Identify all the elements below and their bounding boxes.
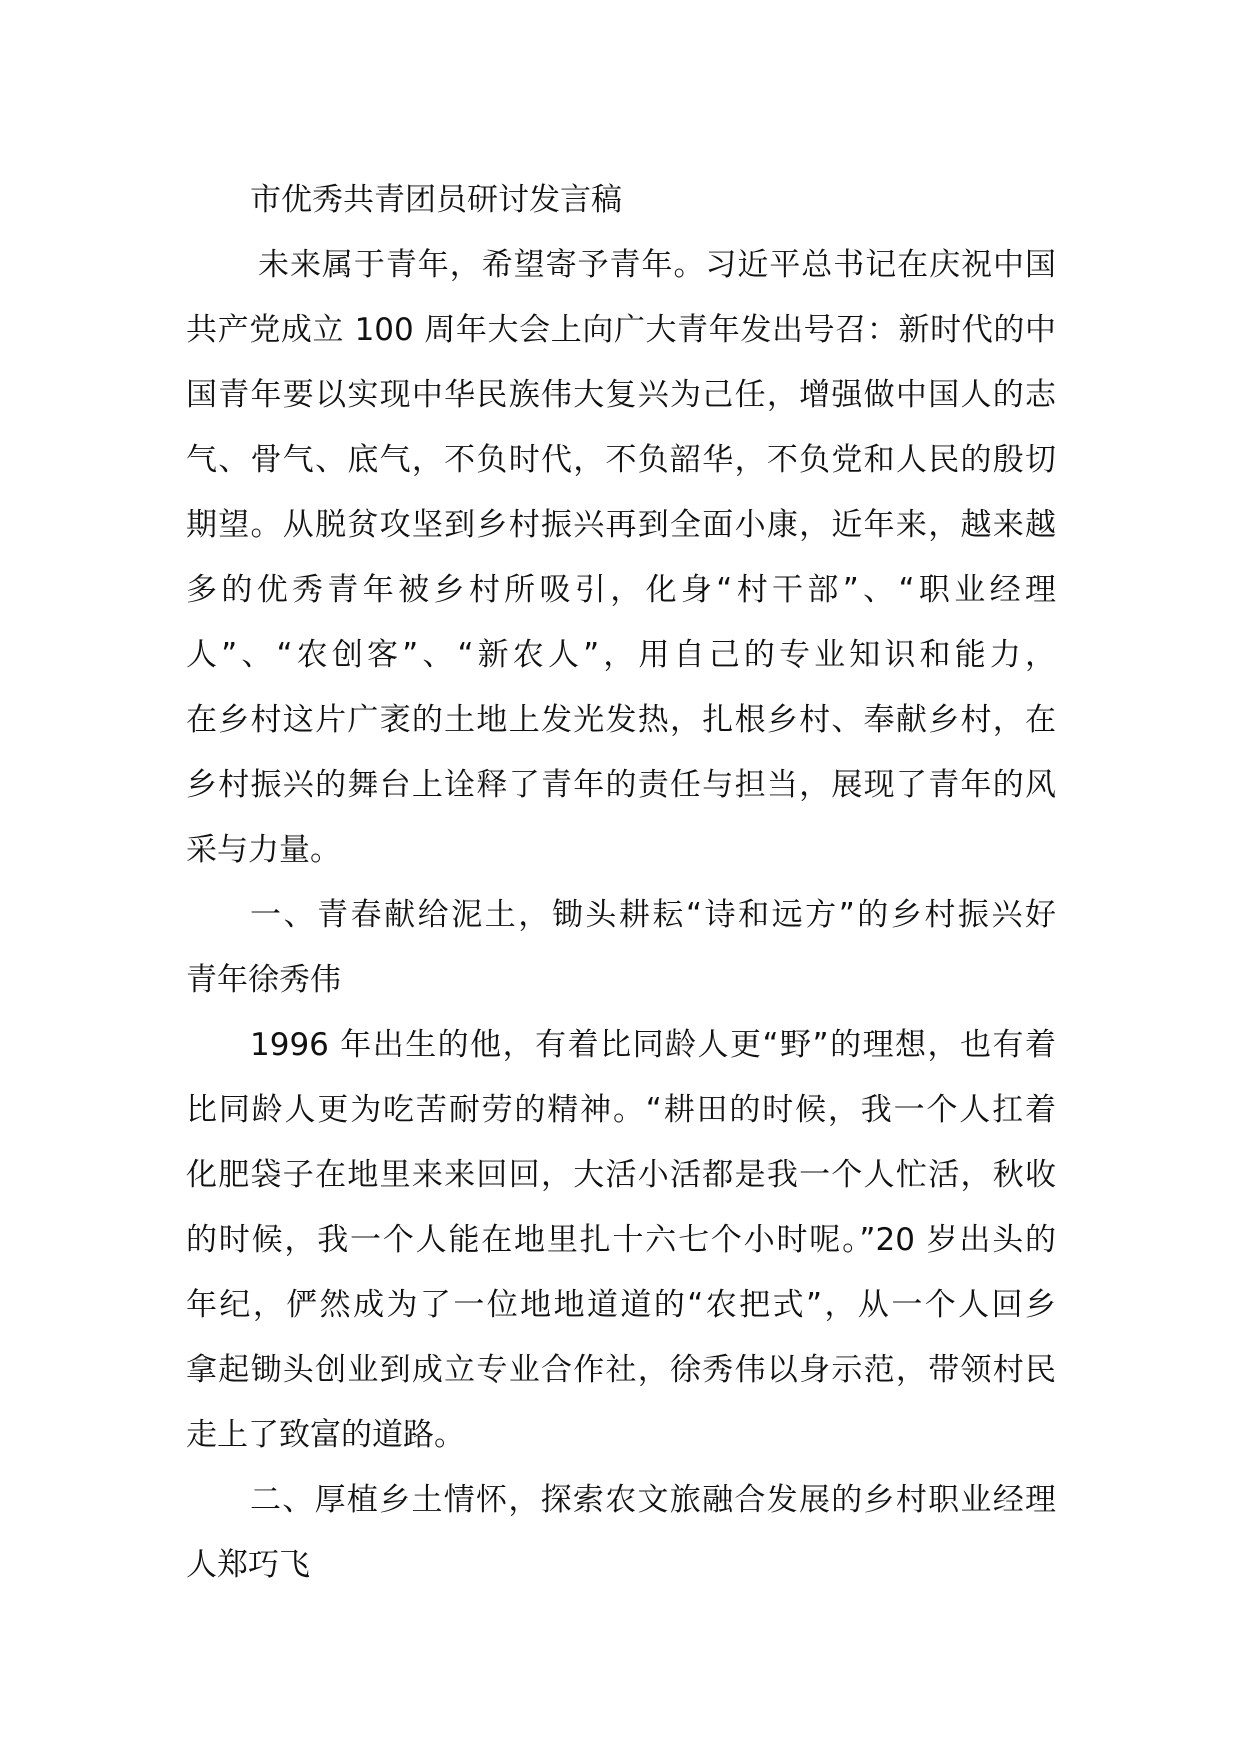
heading-line: 一、青春献给泥土，锄头耕耘“诗和远方”的乡村振兴好 <box>250 897 1056 933</box>
paragraph-line: 气、骨气、底气，不负时代，不负韶华，不负党和人民的殷切 <box>186 442 1056 478</box>
paragraph-line: 多的优秀青年被乡村所吸引，化身“村干部”、“职业经理 <box>186 572 1056 608</box>
heading-line: 青年徐秀伟 <box>186 962 341 998</box>
paragraph-line: 国青年要以实现中华民族伟大复兴为己任，增强做中国人的志 <box>186 377 1056 413</box>
paragraph-line: 1996 年出生的他，有着比同龄人更“野”的理想，也有着 <box>250 1027 1056 1063</box>
paragraph-line: 走上了致富的道路。 <box>186 1417 465 1453</box>
paragraph-line: 在乡村这片广袤的土地上发光发热，扎根乡村、奉献乡村，在 <box>186 702 1056 738</box>
paragraph-line: 期望。从脱贫攻坚到乡村振兴再到全面小康，近年来，越来越 <box>186 507 1056 543</box>
paragraph-line: 未来属于青年，希望寄予青年。习近平总书记在庆祝中国 <box>258 247 1056 283</box>
paragraph-line: 化肥袋子在地里来来回回，大活小活都是我一个人忙活，秋收 <box>186 1157 1056 1193</box>
heading-line: 二、厚植乡土情怀，探索农文旅融合发展的乡村职业经理 <box>250 1482 1056 1518</box>
paragraph-intro <box>186 233 1056 883</box>
paragraph-section-1 <box>186 1013 1056 1468</box>
paragraph-line: 人”、“农创客”、“新农人”，用自己的专业知识和能力， <box>186 637 1056 673</box>
document-body <box>186 168 1056 1598</box>
section-heading-2 <box>186 1468 1056 1598</box>
document-title: 市优秀共青团员研讨发言稿 <box>250 182 622 218</box>
paragraph-line: 的时候，我一个人能在地里扎十六七个小时呢。”20 岁出头的 <box>186 1222 1056 1258</box>
paragraph-line: 采与力量。 <box>186 832 341 868</box>
heading-line: 人郑巧飞 <box>186 1547 310 1583</box>
paragraph-line: 拿起锄头创业到成立专业合作社，徐秀伟以身示范，带领村民 <box>186 1352 1056 1388</box>
paragraph-line: 年纪，俨然成为了一位地地道道的“农把式”，从一个人回乡 <box>186 1287 1056 1323</box>
paragraph-line: 共产党成立 100 周年大会上向广大青年发出号召：新时代的中 <box>186 312 1056 348</box>
paragraph-line: 比同龄人更为吃苦耐劳的精神。“耕田的时候，我一个人扛着 <box>186 1092 1056 1128</box>
paragraph-line: 乡村振兴的舞台上诠释了青年的责任与担当，展现了青年的风 <box>186 767 1056 803</box>
section-heading-1 <box>186 883 1056 1013</box>
